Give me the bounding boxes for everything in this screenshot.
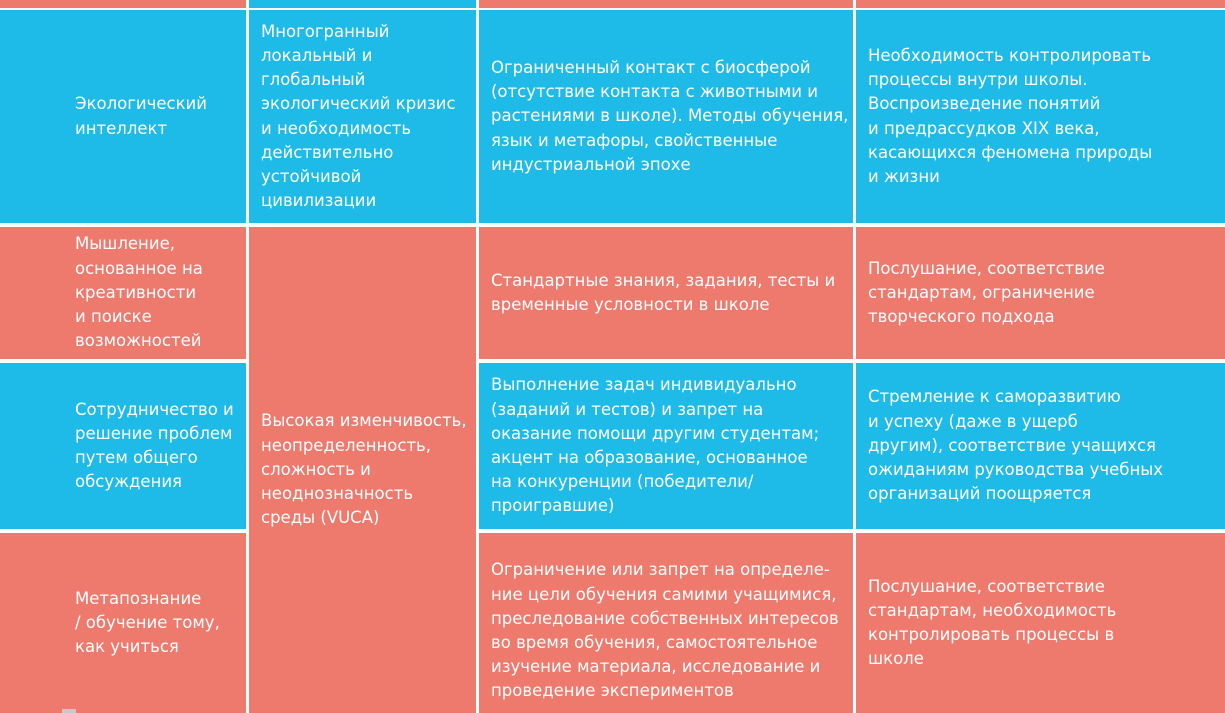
ecology-barrier-line: Ограниченный контакт с биосферой	[491, 57, 811, 77]
vuca-challenge-line: среды (VUCA)	[261, 508, 380, 528]
collaboration-barrier-cell	[479, 363, 853, 529]
ecology-skill-cell	[0, 10, 246, 223]
vuca-challenge-line: сложность и	[261, 459, 371, 479]
ecology-skill-line: Экологический	[75, 94, 207, 114]
metacognition-barrier-line: проведение экспериментов	[491, 681, 734, 701]
ecology-challenge-line: и необходимость	[261, 118, 412, 138]
collaboration-barrier-line: оказание помощи другим студентам;	[491, 423, 820, 443]
creativity-system-line: стандартам, ограничение	[868, 282, 1095, 302]
metacognition-skill-line: / обучение тому,	[75, 612, 220, 632]
ecology-challenge-line: цивилизации	[261, 191, 377, 211]
creativity-skill-line: основанное на	[75, 258, 203, 278]
metacognition-system-line: стандартам, необходимость	[868, 600, 1117, 620]
vuca-challenge-cell	[249, 227, 476, 713]
collaboration-skill-cell	[0, 363, 246, 529]
collaboration-barrier-line: Выполнение задач индивидуально	[491, 375, 797, 395]
collaboration-skill-line: Сотрудничество и	[75, 399, 234, 419]
collaboration-system-line: другим), соответствие учащихся	[868, 435, 1156, 455]
creativity-system-line: творческого подхода	[868, 307, 1055, 327]
creativity-barrier-line: Стандартные знания, задания, тесты и	[491, 270, 836, 290]
vuca-challenge-line: неопределенность,	[261, 435, 432, 455]
creativity-skill-line: Мышление,	[75, 234, 175, 254]
ecology-barrier-line: (отсутствие контакта с животными и	[491, 82, 818, 102]
ecology-system-line: и жизни	[868, 166, 940, 186]
prev-row-col3	[479, 0, 853, 8]
prev-row-col1	[0, 0, 246, 8]
collaboration-barrier-line: акцент на образование, основанное	[491, 448, 808, 467]
metacognition-barrier-line: Ограничение или запрет на определе-	[491, 560, 830, 580]
collaboration-skill-line: обсуждения	[75, 472, 182, 492]
ecology-barrier-line: растениями в школе). Методы обучения,	[491, 106, 849, 126]
vuca-challenge-line: Высокая изменчивость,	[261, 411, 467, 431]
ecology-challenge-line: локальный и	[261, 45, 373, 65]
creativity-skill-line: и поиске	[75, 307, 152, 327]
ecology-barrier-line: язык и метафоры, свойственные	[491, 130, 778, 150]
prev-row-col4	[856, 0, 1225, 8]
ecology-barrier-line: индустриальной эпохе	[491, 154, 691, 174]
creativity-skill-line: креативности	[75, 282, 197, 302]
collaboration-system-line: Стремление к саморазвитию	[868, 387, 1121, 407]
metacognition-barrier-cell	[479, 533, 853, 713]
metacognition-barrier-line: изучение материала, исследование и	[491, 657, 821, 677]
ecology-challenge-line: глобальный	[261, 70, 366, 90]
metacognition-skill-line: как учиться	[75, 637, 179, 657]
ecology-system-cell	[856, 10, 1225, 223]
collaboration-system-line: организаций поощряется	[868, 484, 1092, 504]
metacognition-system-line: школе	[868, 649, 924, 669]
ecology-skill-line: интеллект	[75, 118, 168, 138]
ecology-system-line: Воспроизведение понятий	[868, 94, 1101, 114]
collaboration-system-line: ожиданиям руководства учебных	[868, 460, 1164, 480]
collaboration-skill-line: путем общего	[75, 448, 198, 467]
collaboration-system-line: и успеху (даже в ущерб	[868, 411, 1078, 431]
metacognition-barrier-line: ние цели обучения самими учащимися,	[491, 584, 837, 604]
ecology-barrier-cell	[479, 10, 853, 223]
metacognition-skill-line: Метапознание	[75, 588, 202, 608]
prev-row-col2	[249, 0, 476, 8]
creativity-barrier-line: временные условности в школе	[491, 295, 770, 314]
creativity-barrier-cell	[479, 227, 853, 359]
metacognition-barrier-line: во время обучения, самостоятельное	[491, 633, 818, 652]
collaboration-barrier-line: на конкуренции (победители/	[491, 472, 754, 492]
metacognition-system-line: контролировать процессы в	[868, 625, 1115, 644]
collaboration-skill-line: решение проблем	[75, 423, 233, 443]
creativity-skill-cell	[0, 227, 246, 359]
metacognition-skill-cell	[0, 533, 246, 713]
ecology-challenge-cell	[249, 10, 476, 223]
metacognition-system-cell	[856, 533, 1225, 713]
vuca-challenge-line: неоднозначность	[261, 484, 414, 504]
metacognition-barrier-line: преследование собственных интересов	[491, 608, 839, 628]
ecology-challenge-line: действительно	[261, 142, 394, 162]
ecology-challenge-line: устойчивой	[261, 166, 362, 186]
ecology-challenge-line: экологический кризис	[261, 94, 456, 114]
metacognition-system-line: Послушание, соответствие	[868, 576, 1105, 596]
collaboration-barrier-line: проигравшие)	[491, 496, 615, 516]
page-edge-mark	[62, 709, 76, 713]
ecology-system-line: касающихся феномена природы	[868, 142, 1153, 162]
creativity-system-line: Послушание, соответствие	[868, 258, 1105, 278]
collaboration-barrier-line: (заданий и тестов) и запрет на	[491, 399, 764, 419]
ecology-challenge-line: Многогранный	[261, 21, 390, 41]
ecology-system-line: Необходимость контролировать	[868, 45, 1152, 65]
ecology-system-line: процессы внутри школы.	[868, 70, 1088, 90]
collaboration-system-cell	[856, 363, 1225, 529]
ecology-system-line: и предрассудков XIX века,	[868, 118, 1100, 138]
creativity-skill-line: возможностей	[75, 331, 202, 351]
creativity-system-cell	[856, 227, 1225, 359]
